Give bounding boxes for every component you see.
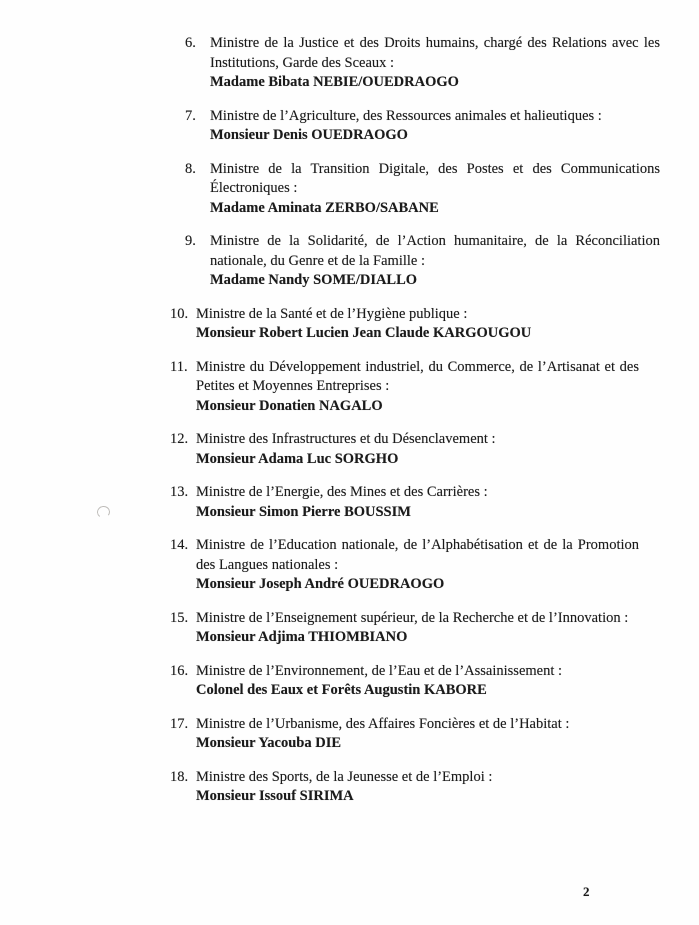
- item-number: 10.: [170, 305, 189, 322]
- minister-name: Monsieur Denis OUEDRAOGO: [210, 127, 408, 143]
- minister-name: Monsieur Simon Pierre BOUSSIM: [196, 503, 411, 520]
- minister-item: [0, 358, 699, 417]
- minister-title: Ministre de l’Energie, des Mines et des Carrières :: [196, 484, 488, 500]
- minister-name: Colonel des Eaux et Forêts Augustin KABORE: [196, 682, 487, 698]
- minister-title: Ministre de la Santé et de l’Hygiène publique :: [196, 305, 468, 322]
- minister-title: Ministre des Sports, de la Jeunesse et de l’Emploi :: [196, 768, 493, 785]
- minister-title: Ministre de la Transition Digitale, des Postes et des Communications Électroniques :: [210, 160, 660, 196]
- minister-item: [0, 232, 699, 291]
- minister-entry: [210, 34, 660, 93]
- minister-entry: [210, 232, 660, 291]
- minister-name: Monsieur Joseph André OUEDRAOGO: [196, 576, 445, 592]
- minister-name: Monsieur Robert Lucien Jean Claude KARGOUGOU: [196, 325, 532, 341]
- minister-title: Ministre du Développement industriel, du Commerce, de l’Artisanat et des Petites et Moyennes Entreprises :: [196, 358, 639, 394]
- minister-name: Madame Bibata NEBIE/OUEDRAOGO: [210, 74, 459, 90]
- minister-entry: [196, 430, 639, 469]
- item-number: 8.: [185, 160, 196, 177]
- minister-name: Monsieur Adama Luc SORGHO: [196, 450, 399, 467]
- item-number: 16.: [170, 662, 189, 679]
- minister-name: Monsieur Yacouba DIE: [196, 735, 342, 751]
- minister-title: Ministre de l’Urbanisme, des Affaires Foncières et de l’Habitat :: [196, 715, 570, 732]
- minister-entry: [210, 107, 660, 146]
- minister-title: Ministre des Infrastructures et du Désenclavement :: [196, 431, 496, 447]
- minister-title: Ministre de l’Education nationale, de l’Alphabétisation et de la Promotion des Langues nationales :: [196, 537, 639, 573]
- minister-item: [0, 160, 699, 219]
- minister-name: Monsieur Adjima THIOMBIANO: [196, 629, 408, 645]
- minister-list: [0, 34, 699, 821]
- minister-item: [0, 430, 699, 469]
- item-number: 13.: [170, 484, 189, 500]
- item-number: 11.: [170, 358, 188, 375]
- minister-item: [0, 305, 699, 344]
- minister-item: [0, 107, 699, 146]
- minister-item: [0, 536, 699, 595]
- item-number: 6.: [185, 35, 196, 51]
- minister-title: Ministre de la Justice et des Droits humains, chargé des Relations avec les Institutions, Garde des Sceaux :: [210, 35, 660, 71]
- minister-entry: [196, 662, 639, 701]
- minister-name: Madame Aminata ZERBO/SABANE: [210, 199, 439, 216]
- minister-title: Ministre de l’Environnement, de l’Eau et de l’Assainissement :: [196, 662, 563, 679]
- item-number: 9.: [185, 233, 196, 249]
- minister-item: [0, 609, 699, 648]
- item-number: 15.: [170, 609, 189, 626]
- item-number: 14.: [170, 537, 189, 553]
- minister-entry: [196, 358, 639, 417]
- minister-title: Ministre de l’Enseignement supérieur, de la Recherche et de l’Innovation :: [196, 609, 629, 626]
- minister-title: Ministre de l’Agriculture, des Ressources animales et halieutiques :: [210, 107, 602, 124]
- minister-entry: [196, 768, 639, 807]
- minister-entry: [210, 160, 660, 219]
- minister-entry: [196, 305, 639, 344]
- page-number: 2: [583, 884, 590, 899]
- item-number: 17.: [170, 715, 189, 732]
- minister-name: Monsieur Issouf SIRIMA: [196, 788, 354, 804]
- minister-title: Ministre de la Solidarité, de l’Action humanitaire, de la Réconciliation nationale, du Genre et de la Famille :: [210, 233, 660, 269]
- minister-name: Madame Nandy SOME/DIALLO: [210, 272, 418, 288]
- minister-item: [0, 34, 699, 93]
- item-number: 12.: [170, 431, 189, 447]
- item-number: 7.: [185, 107, 196, 124]
- item-number: 18.: [170, 768, 189, 785]
- minister-entry: [196, 483, 639, 522]
- minister-entry: [196, 715, 639, 754]
- minister-item: [0, 662, 699, 701]
- minister-item: [0, 768, 699, 807]
- minister-entry: [196, 609, 639, 648]
- minister-entry: [196, 536, 639, 595]
- minister-item: [0, 715, 699, 754]
- minister-name: Monsieur Donatien NAGALO: [196, 397, 383, 414]
